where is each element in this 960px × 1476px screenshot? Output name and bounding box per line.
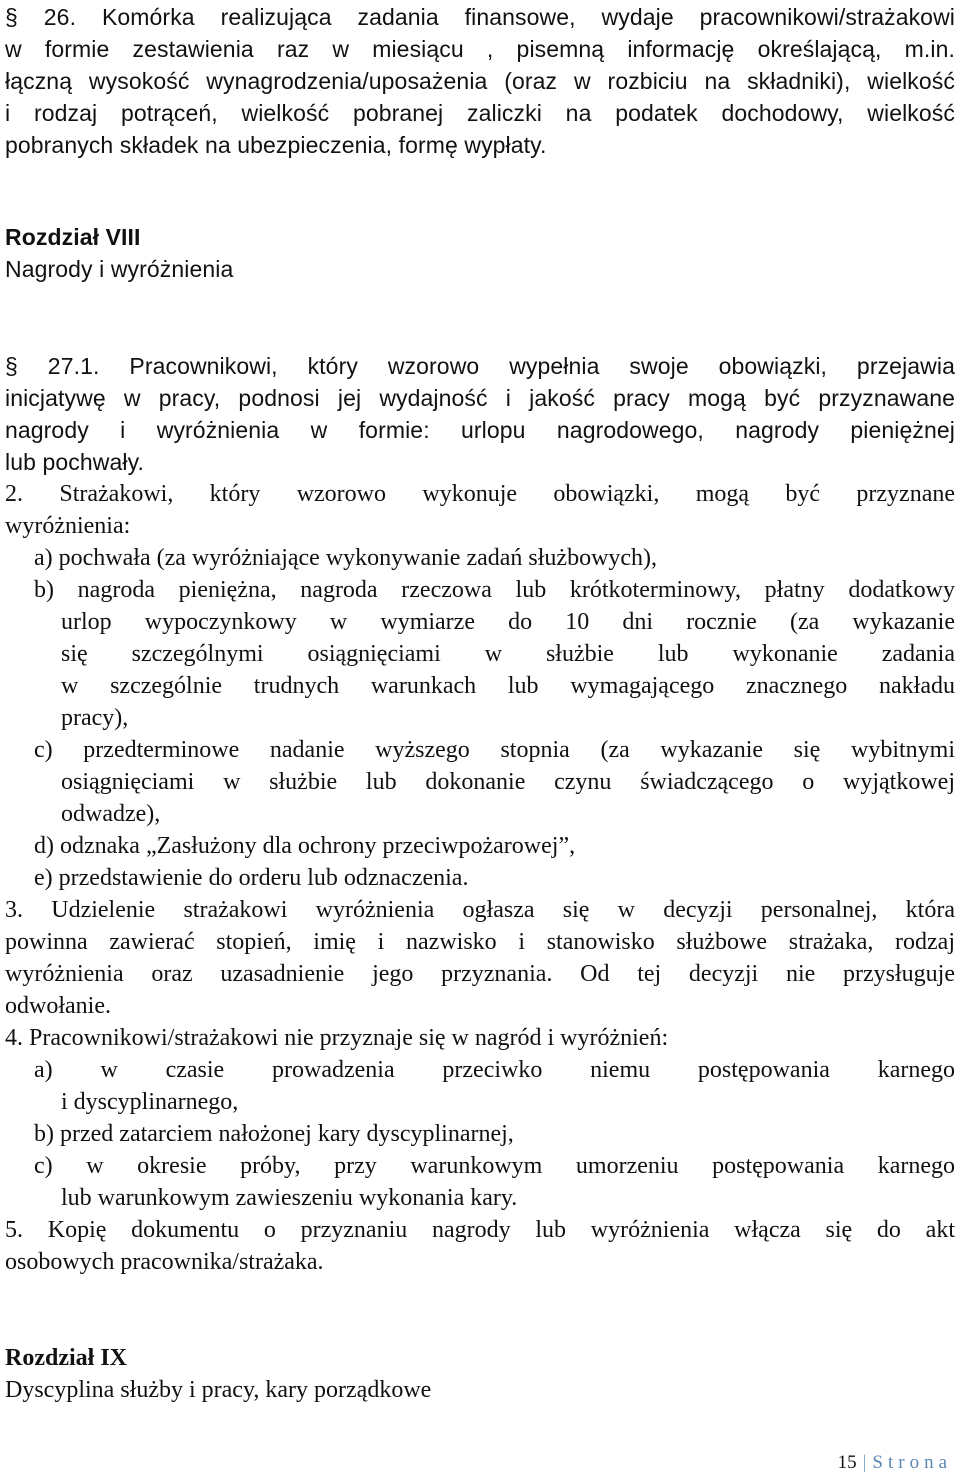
list-item-continuation: lub warunkowym zawieszeniu wykonania kary. (61, 1185, 518, 1211)
list-item-continuation: się szczególnymi osiągnięciami w służbie lub wykonanie zadania (61, 641, 955, 667)
paragraph-line: łączną wysokość wynagrodzenia/uposażenia (oraz w rozbiciu na składniki), wielkość (5, 68, 955, 94)
paragraph-line: inicjatywę w pracy, podnosi jej wydajność i jakość pracy mogą być przyznawane (5, 385, 955, 411)
list-item-continuation: odwadze), (61, 801, 161, 827)
paragraph-line: lub pochwały. (5, 449, 144, 475)
section-27-paragraph-2-list (34, 542, 955, 894)
list-item-continuation: osiągnięciami w służbie lub dokonanie czynu świadczącego o wyjątkowej (61, 769, 955, 795)
paragraph-line: 3. Udzielenie strażakowi wyróżnienia ogłasza się w decyzji personalnej, która (5, 897, 955, 923)
paragraph-line: wyróżnienia: (5, 513, 131, 539)
list-item: c) w okresie próby, przy warunkowym umorzeniu postępowania karnego (34, 1153, 955, 1179)
list-item: a) pochwała (za wyróżniające wykonywanie zadań służbowych), (34, 545, 658, 571)
list-item: c) przedterminowe nadanie wyższego stopnia (za wykazanie się wybitnymi (34, 737, 955, 763)
section-27-paragraph-5 (5, 1214, 955, 1278)
section-26-paragraph (5, 1, 955, 161)
list-item-continuation: pracy), (61, 705, 129, 731)
section-27-paragraph-2 (5, 478, 955, 542)
list-item: e) przedstawienie do orderu lub odznaczenia. (34, 865, 469, 891)
list-item-continuation: urlop wypoczynkowy w wymiarze do 10 dni rocznie (za wykazanie (61, 609, 955, 635)
paragraph-line: nagrody i wyróżnienia w formie: urlopu nagrodowego, nagrody pieniężnej (5, 417, 955, 443)
chapter-subtitle: Nagrody i wyróżnienia (5, 256, 234, 282)
page-footer (838, 1450, 952, 1476)
chapter-title: Rozdział VIII (5, 224, 141, 250)
section-27-paragraph-3 (5, 894, 955, 1022)
chapter-subtitle: Dyscyplina służby i pracy, kary porządkowe (5, 1377, 432, 1403)
paragraph-line: 4. Pracownikowi/strażakowi nie przyznaje się w nagród i wyróżnień: (5, 1025, 669, 1051)
paragraph-line: 2. Strażakowi, który wzorowo wykonuje obowiązki, mogą być przyznane (5, 481, 955, 507)
section-27-paragraph-1 (5, 350, 955, 478)
chapter-9-heading (5, 1342, 955, 1406)
paragraph-line: powinna zawierać stopień, imię i nazwisko i stanowisko służbowe strażaka, rodzaj (5, 929, 955, 955)
paragraph-line: w formie zestawienia raz w miesiącu , pisemną informację określającą, m.in. (5, 36, 955, 62)
section-27-paragraph-4-list (34, 1054, 955, 1214)
paragraph-line: odwołanie. (5, 993, 111, 1019)
paragraph-line: § 26. Komórka realizująca zadania finansowe, wydaje pracownikowi/strażakowi (5, 4, 955, 30)
paragraph-line: 5. Kopię dokumentu o przyznaniu nagrody lub wyróżnienia włącza się do akt (5, 1217, 955, 1243)
chapter-title: Rozdział IX (5, 1345, 127, 1371)
list-item-continuation: i dyscyplinarnego, (61, 1089, 239, 1115)
list-item: a) w czasie prowadzenia przeciwko niemu postępowania karnego (34, 1057, 955, 1083)
section-27-paragraph-4 (5, 1022, 955, 1054)
chapter-8-heading (5, 221, 955, 285)
page-label: Strona (872, 1452, 952, 1473)
page-number: 15 (837, 1452, 857, 1473)
list-item: d) odznaka „Zasłużony dla ochrony przeciwpożarowej”, (34, 833, 576, 859)
list-item: b) przed zatarciem nałożonej kary dyscyplinarnej, (34, 1121, 514, 1147)
footer-separator: | (862, 1452, 867, 1473)
paragraph-line: osobowych pracownika/strażaka. (5, 1249, 324, 1275)
paragraph-line: wyróżnienia oraz uzasadnienie jego przyznania. Od tej decyzji nie przysługuje (5, 961, 955, 987)
list-item: b) nagroda pieniężna, nagroda rzeczowa lub krótkoterminowy, płatny dodatkowy (34, 577, 955, 603)
list-item-continuation: w szczególnie trudnych warunkach lub wymagającego znacznego nakładu (61, 673, 955, 699)
paragraph-line: i rodzaj potrąceń, wielkość pobranej zaliczki na podatek dochodowy, wielkość (5, 100, 955, 126)
paragraph-line: § 27.1. Pracownikowi, który wzorowo wypełnia swoje obowiązki, przejawia (5, 353, 955, 379)
paragraph-line: pobranych składek na ubezpieczenia, formę wypłaty. (5, 132, 547, 158)
